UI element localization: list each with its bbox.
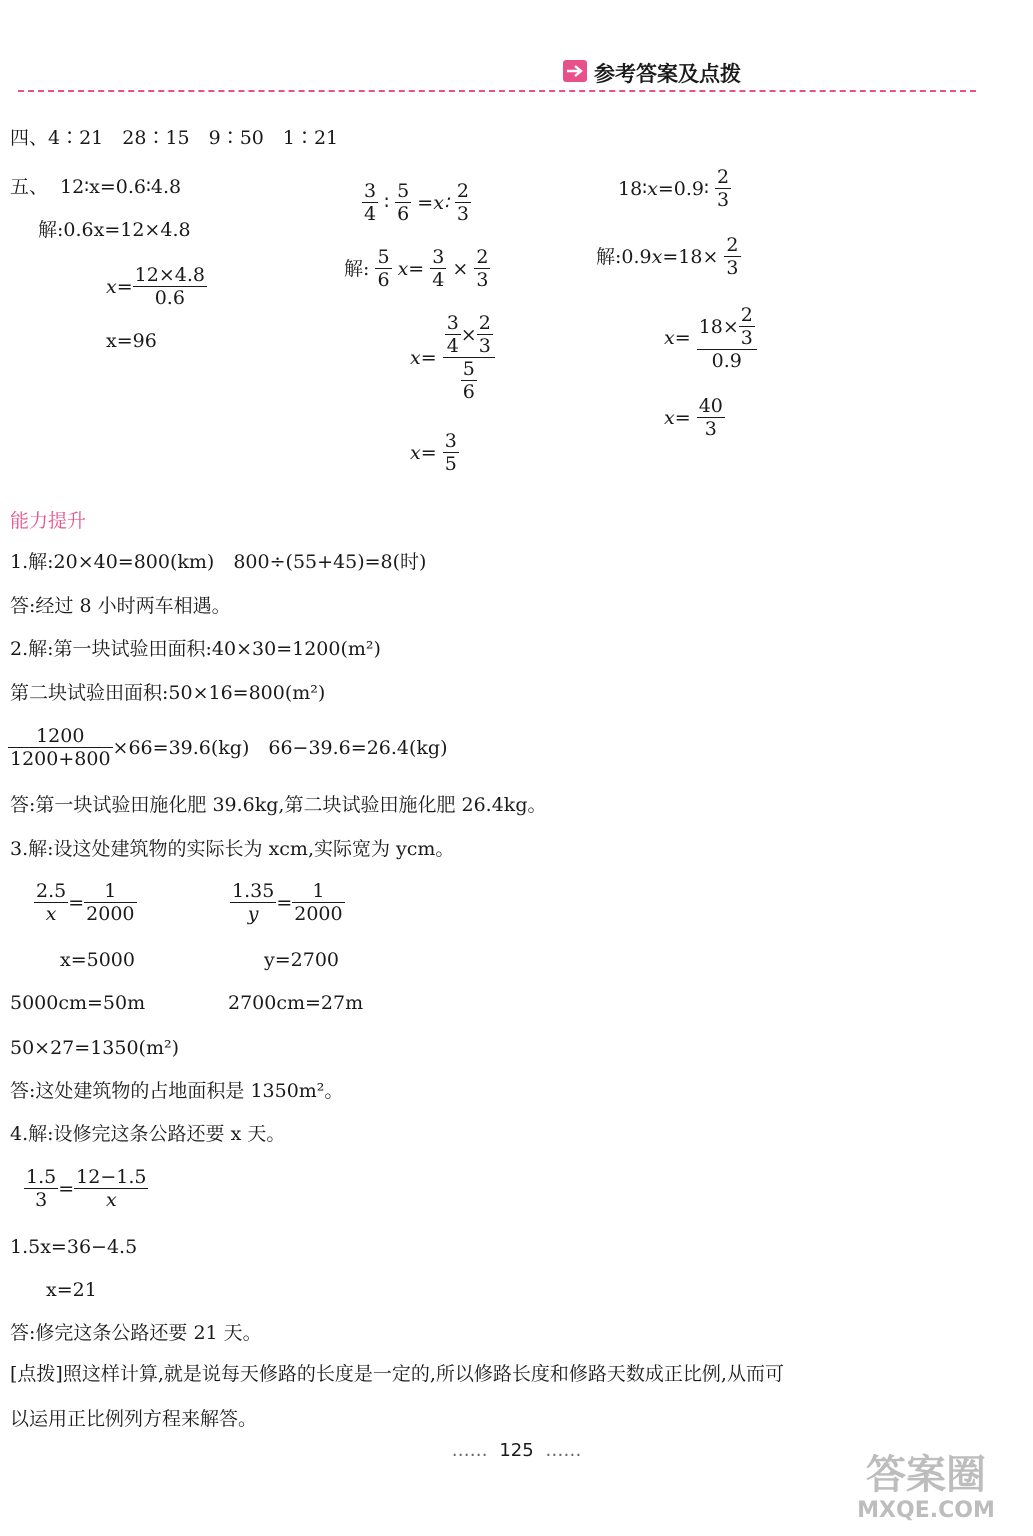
p1-step3: x=96: [106, 330, 157, 352]
q1-line1: 1.解:20×40=800(km) 800÷(55+45)=8(时): [10, 551, 427, 573]
p3-step3: x= $\frac{40}{3}$: [664, 395, 723, 440]
header-divider: [18, 90, 976, 92]
watermark-logo: 答案圈 MXQE.COM: [857, 1452, 995, 1523]
p2-equation: $\frac{3}{4}$ ∶ $\frac{5}{6}$ =x∶ $\frac{2}{3}$: [364, 180, 470, 225]
q2-line1: 2.解:第一块试验田面积:40×30=1200(m²): [10, 638, 381, 660]
header-title: 参考答案及点拨: [594, 62, 741, 86]
q2-answer: 答:第一块试验田施化肥 39.6kg,第二块试验田施化肥 26.4kg。: [10, 794, 547, 816]
p1-step2: x= $\frac{12\times 4.8}{0.6}$: [106, 264, 205, 309]
frac-num: 12×4.8: [134, 264, 205, 286]
page-number: 125: [499, 1440, 534, 1461]
p1-equation: 12∶x=0.6∶4.8: [60, 176, 182, 198]
q3-area: 50×27=1350(m²): [10, 1037, 180, 1059]
footer-dots-right: ……: [545, 1440, 582, 1461]
q3-y-value: y=2700: [264, 949, 340, 971]
q3-proportion-x: $\frac{2.5}{x}$ = $\frac{1}{2000}$: [36, 880, 135, 925]
q3-line1: 3.解:设这处建筑物的实际长为 xcm,实际宽为 ycm。: [10, 838, 455, 860]
q4-line1: 4.解:设修完这条公路还要 x 天。: [10, 1123, 286, 1145]
q2-line2: 第二块试验田面积:50×16=800(m²): [10, 682, 326, 704]
p1-step1: 解:0.6x=12×4.8: [38, 219, 191, 241]
q4-answer: 答:修完这条公路还要 21 天。: [10, 1322, 262, 1344]
q4-step1: 1.5x=36−4.5: [10, 1236, 138, 1258]
section-5-label: 五、: [10, 176, 49, 198]
p3-step2: x= 18× $\frac{2}{3}$ 0.9: [664, 304, 757, 372]
p3-step1: 解:0.9x=18× $\frac{2}{3}$: [596, 234, 739, 279]
q3-conv-x: 5000cm=50m: [10, 992, 146, 1014]
tip-line2: 以运用正比例列方程来解答。: [10, 1408, 258, 1430]
tip-line1: [点拨]照这样计算,就是说每天修路的长度是一定的,所以修路长度和修路天数成正比例,从而可: [10, 1363, 784, 1385]
q2-line3: $\frac{1200}{1200+800}$ ×66=39.6(kg) 66−39.6=26.4(kg): [10, 725, 448, 770]
q3-proportion-y: $\frac{1.35}{y}$ = $\frac{1}{2000}$: [232, 880, 343, 925]
p2-step2: x= $\frac{3}{4}$ × $\frac{2}{3}$ $\frac{5}{6}$: [410, 312, 495, 403]
footer-dots-left: ……: [451, 1440, 488, 1461]
p2-step1: 解: $\frac{5}{6}$ x= $\frac{3}{4}$ × $\frac{2}{3}$: [344, 246, 489, 291]
p2-step3: x= $\frac{3}{5}$: [410, 430, 457, 475]
ability-heading: 能力提升: [10, 510, 87, 532]
section-4-ratios: 四、4∶21 28∶15 9∶50 1∶21: [10, 127, 339, 149]
q3-x-value: x=5000: [60, 949, 135, 971]
p3-equation: 18∶x=0.9∶ $\frac{2}{3}$: [618, 166, 730, 211]
q4-step2: x=21: [46, 1279, 97, 1301]
q1-answer: 答:经过 8 小时两车相遇。: [10, 595, 231, 617]
q4-proportion: $\frac{1.5}{3}$ = $\frac{12-1.5}{x}$: [26, 1166, 147, 1211]
frac-den: 0.6: [154, 287, 185, 309]
q3-conv-y: 2700cm=27m: [228, 992, 364, 1014]
q3-answer: 答:这处建筑物的占地面积是 1350m²。: [10, 1080, 344, 1102]
arrow-icon: [563, 60, 587, 82]
